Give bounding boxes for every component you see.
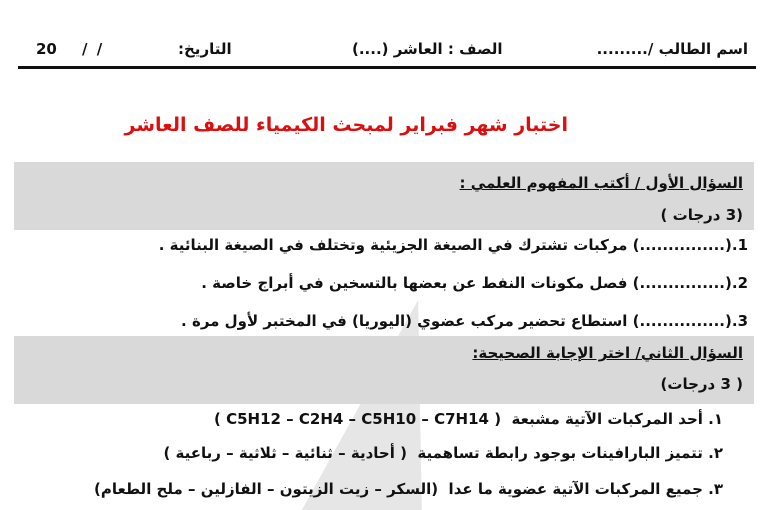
- date-slashes: / /: [82, 40, 105, 58]
- q2-item-2: [163, 444, 723, 462]
- q2-item-3: [94, 480, 723, 498]
- q1-heading-band: [14, 162, 754, 230]
- q2-item-text: تتميز البارافينات بوجود رابطة تساهمية: [417, 444, 703, 462]
- q1-item-text: مركبات تشترك في الصيغة الجزيئية وتختلف في الصيغة البنائية .: [158, 236, 628, 254]
- exam-title: اختبار شهر فبراير لمبحث الكيمياء للصف العاشر: [124, 114, 568, 136]
- q2-heading: السؤال الثاني/ اختر الإجابة الصحيحة:: [472, 344, 743, 362]
- date-year: 20: [36, 40, 57, 58]
- q2-marks: ( 3 درجات): [660, 375, 743, 393]
- watermark-shape: [302, 300, 478, 510]
- q2-item-text: جميع المركبات الآتية عضوية ما عدا: [448, 480, 703, 498]
- q2-item-options: ( C5H12 – C2H4 – C5H10 – C7H14 ): [214, 410, 502, 428]
- header-rule: [18, 66, 756, 69]
- q2-item-1: [214, 410, 723, 428]
- q1-item-blank: (...............): [632, 312, 732, 330]
- q1-item-1: [159, 236, 748, 254]
- q2-item-num: ١.: [708, 410, 723, 428]
- q1-item-num: 3.: [731, 312, 748, 330]
- q1-marks: (3 درجات ): [660, 206, 743, 224]
- q2-item-num: ٣.: [708, 480, 723, 498]
- q1-item-num: 1.: [731, 236, 748, 254]
- q1-item-3: [181, 312, 748, 330]
- q1-item-2: [201, 274, 748, 292]
- q2-item-num: ٢.: [708, 444, 723, 462]
- q1-item-text: فصل مكونات النفط عن بعضها بالتسخين في أبراج خاصة .: [201, 274, 628, 292]
- q2-item-options: ( أحادية – ثنائية – ثلاثية – رباعية ): [163, 444, 407, 462]
- q2-item-options: (السكر – زيت الزيتون – الفازلين – ملح الطعام): [94, 480, 439, 498]
- student-name-field: اسم الطالب /.........: [596, 40, 748, 58]
- q1-item-blank: (...............): [632, 236, 732, 254]
- q1-heading: السؤال الأول / أكتب المفهوم العلمي :: [459, 174, 743, 192]
- q1-item-num: 2.: [731, 274, 748, 292]
- q1-item-text: استطاع تحضير مركب عضوي (اليوريا) في المختبر لأول مرة .: [181, 312, 628, 330]
- q2-item-text: أحد المركبات الآتية مشبعة: [511, 410, 703, 428]
- date-label: التاريخ:: [178, 40, 232, 58]
- q1-item-blank: (...............): [632, 274, 732, 292]
- class-field: الصف : العاشر (....): [352, 40, 503, 58]
